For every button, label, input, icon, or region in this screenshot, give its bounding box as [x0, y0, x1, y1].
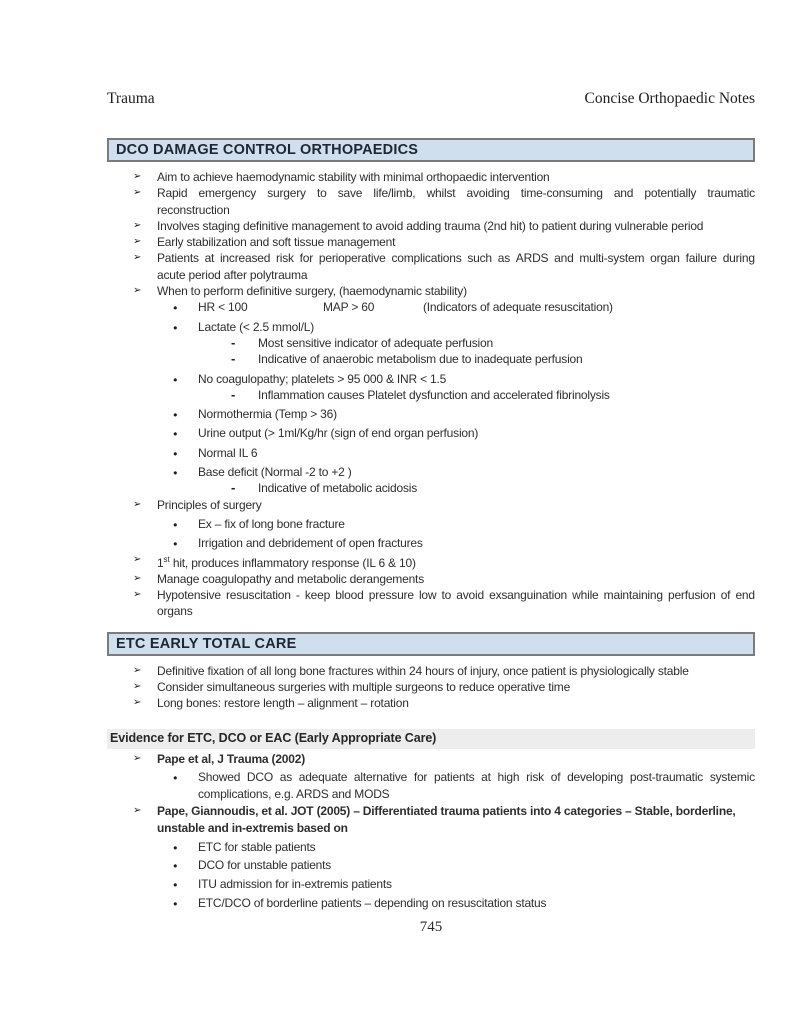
list-item-text: ETC/DCO of borderline patients – depending on resuscitation status: [198, 895, 547, 910]
bullet-dash-icon: -: [231, 480, 236, 496]
section-header-dco: [107, 138, 755, 162]
list-item: [107, 535, 755, 551]
text-line: Hypotensive resuscitation - keep blood pressure low to avoid exsanguination while maintaining perfusion of end: [157, 588, 755, 603]
list-item-text: [198, 769, 755, 803]
list-item: [107, 769, 755, 803]
list-item-text: Pape et al, J Trauma (2002): [157, 751, 306, 766]
chapter-title: Trauma: [107, 90, 155, 107]
bullet-arrow-icon: ➢: [133, 805, 142, 816]
list-item: [107, 185, 755, 218]
list-item: [107, 351, 755, 367]
text-line: Patients at increased risk for perioperative complications such as ARDS and multi-system organ failure during: [157, 251, 755, 266]
list-item: [107, 169, 755, 185]
list-item: [107, 218, 755, 234]
bullet-arrow-icon: ➢: [133, 171, 142, 182]
list-item: [107, 335, 755, 351]
indicator-column: (Indicators of adequate resuscitation): [423, 300, 613, 315]
bullet-arrow-icon: ➢: [133, 187, 142, 199]
bullet-dot-icon: ●: [173, 468, 178, 478]
bullet-arrow-icon: ➢: [133, 697, 142, 709]
list-item-text: Urine output (> 1ml/Kg/hr (sign of end organ perfusion): [198, 426, 479, 441]
list-item: [107, 679, 755, 695]
list-item: [107, 895, 755, 912]
book-title: Concise Orthopaedic Notes: [584, 90, 755, 107]
list-item: [107, 876, 755, 893]
list-item: [107, 464, 755, 480]
list-item: [107, 571, 755, 587]
list-item-text: Principles of surgery: [157, 497, 262, 512]
bullet-arrow-icon: ➢: [133, 498, 142, 510]
bullet-arrow-icon: ➢: [133, 589, 142, 601]
bullet-dot-icon: ●: [173, 880, 178, 890]
list-item-text: ITU admission for in-extremis patients: [198, 877, 392, 892]
text-line: unstable and in-extremis based on: [157, 820, 348, 835]
evidence-bullet-list: [107, 751, 755, 912]
bullet-arrow-icon: ➢: [133, 752, 142, 764]
bullet-dot-icon: ●: [173, 773, 178, 783]
list-item-text: Early stabilization and soft tissue management: [157, 235, 396, 250]
list-item: [107, 587, 755, 620]
list-item-text: Long bones: restore length – alignment – rotation: [157, 696, 409, 711]
list-item-text: Ex – fix of long bone fracture: [198, 516, 345, 531]
list-item: [107, 371, 755, 387]
list-item-text: [198, 299, 755, 315]
section-title: ETC EARLY TOTAL CARE: [116, 635, 297, 652]
page-header: [107, 90, 755, 108]
list-item-text: Aim to achieve haemodynamic stability with minimal orthopaedic intervention: [157, 170, 550, 184]
indicator-column: HR < 100: [198, 300, 248, 315]
list-item: [107, 497, 755, 513]
list-item-text: Normal IL 6: [198, 445, 258, 460]
list-item: [107, 552, 755, 571]
bullet-dash-icon: -: [231, 334, 236, 350]
bullet-arrow-icon: ➢: [133, 285, 142, 297]
list-item-text: When to perform definitive surgery, (haemodynamic stability): [157, 284, 467, 299]
bullet-dash-icon: -: [231, 386, 236, 402]
bullet-dot-icon: ●: [173, 410, 178, 420]
page-number: 745: [419, 918, 443, 935]
bullet-dot-icon: ●: [173, 322, 178, 332]
list-item: [107, 803, 755, 837]
list-item-text: Inflammation causes Platelet dysfunction and accelerated fibrinolysis: [258, 387, 610, 402]
text-line: organs: [157, 604, 193, 619]
list-item-text: Manage coagulopathy and metabolic derangements: [157, 571, 424, 586]
bullet-arrow-icon: ➢: [133, 236, 142, 248]
bullet-dot-icon: ●: [173, 861, 178, 871]
bullet-dot-icon: ●: [173, 303, 178, 313]
bullet-arrow-icon: ➢: [133, 572, 142, 584]
bullet-dot-icon: ●: [173, 448, 178, 458]
list-item: [107, 516, 755, 532]
etc-bullet-list: [107, 663, 755, 712]
text-line: Showed DCO as adequate alternative for patients at high risk of developing post-traumatic systemic: [198, 770, 755, 785]
bullet-dash-icon: -: [231, 351, 236, 367]
bullet-arrow-icon: ➢: [133, 252, 142, 264]
list-item: [107, 857, 755, 874]
list-item: [107, 663, 755, 679]
list-item-text: 1st hit, produces inflammatory response (IL 6 & 10): [157, 554, 416, 570]
bullet-dot-icon: ●: [173, 539, 178, 549]
list-item-text: Lactate (< 2.5 mmol/L): [198, 319, 314, 334]
list-item: [107, 283, 755, 299]
list-item-text: Indicative of anaerobic metabolism due to inadequate perfusion: [258, 352, 583, 367]
list-item: [107, 250, 755, 283]
list-item: [107, 319, 755, 335]
bullet-arrow-icon: ➢: [133, 553, 142, 565]
section-header-etc: [107, 632, 755, 656]
list-item: [107, 445, 755, 461]
list-item-text: Involves staging definitive management to avoid adding trauma (2nd hit) to patient during vulnerable period: [157, 218, 704, 233]
list-item-text: Irrigation and debridement of open fractures: [198, 536, 423, 551]
list-item-text: Consider simultaneous surgeries with multiple surgeons to reduce operative time: [157, 680, 571, 695]
text-line: Pape, Giannoudis, et al. JOT (2005) – Differentiated trauma patients into 4 categories – Stable, borderline,: [157, 804, 736, 818]
bullet-arrow-icon: ➢: [133, 681, 142, 693]
subheading-title: Evidence for ETC, DCO or EAC (Early Appropriate Care): [110, 730, 437, 745]
bullet-dot-icon: ●: [173, 374, 178, 384]
list-item-text: Base deficit (Normal -2 to +2 ): [198, 465, 352, 480]
section-title: DCO DAMAGE CONTROL ORTHOPAEDICS: [116, 142, 419, 158]
text-line: acute period after polytrauma: [157, 267, 308, 282]
list-item-text: [157, 185, 755, 218]
list-item-text: Indicative of metabolic acidosis: [258, 481, 418, 496]
list-item-text: [157, 803, 755, 837]
list-item-text: Normothermia (Temp > 36): [198, 407, 337, 422]
list-item: [107, 480, 755, 496]
list-item: [107, 425, 755, 441]
text-line: complications, e.g. ARDS and MODS: [198, 787, 390, 802]
list-item-text: [157, 250, 755, 283]
list-item-text: Most sensitive indicator of adequate perfusion: [258, 335, 493, 350]
list-item: [107, 839, 755, 856]
bullet-dot-icon: ●: [173, 429, 178, 439]
list-item: [107, 695, 755, 711]
text-line: Rapid emergency surgery to save life/limb, whilst avoiding time-consuming and potentially traumatic: [157, 186, 755, 201]
list-item-text: Definitive fixation of all long bone fractures within 24 hours of injury, once patient is physiologically stable: [157, 663, 689, 678]
evidence-heading: [107, 729, 755, 749]
bullet-arrow-icon: ➢: [133, 219, 142, 231]
bullet-dot-icon: ●: [173, 519, 178, 529]
text-line: reconstruction: [157, 202, 230, 217]
list-item-text: ETC for stable patients: [198, 839, 316, 854]
bullet-dot-icon: ●: [173, 898, 178, 908]
list-item-text: No coagulopathy; platelets > 95 000 & INR < 1.5: [198, 371, 447, 386]
bullet-arrow-icon: ➢: [133, 664, 142, 676]
indicator-column: MAP > 60: [323, 300, 375, 315]
list-item-text: [157, 587, 755, 620]
bullet-dot-icon: ●: [173, 842, 178, 852]
list-item: [107, 751, 755, 768]
list-item: [107, 299, 755, 315]
list-item: [107, 387, 755, 403]
list-item-text: DCO for unstable patients: [198, 858, 332, 873]
list-item: [107, 234, 755, 250]
list-item: [107, 406, 755, 422]
dco-bullet-list: [107, 169, 755, 620]
